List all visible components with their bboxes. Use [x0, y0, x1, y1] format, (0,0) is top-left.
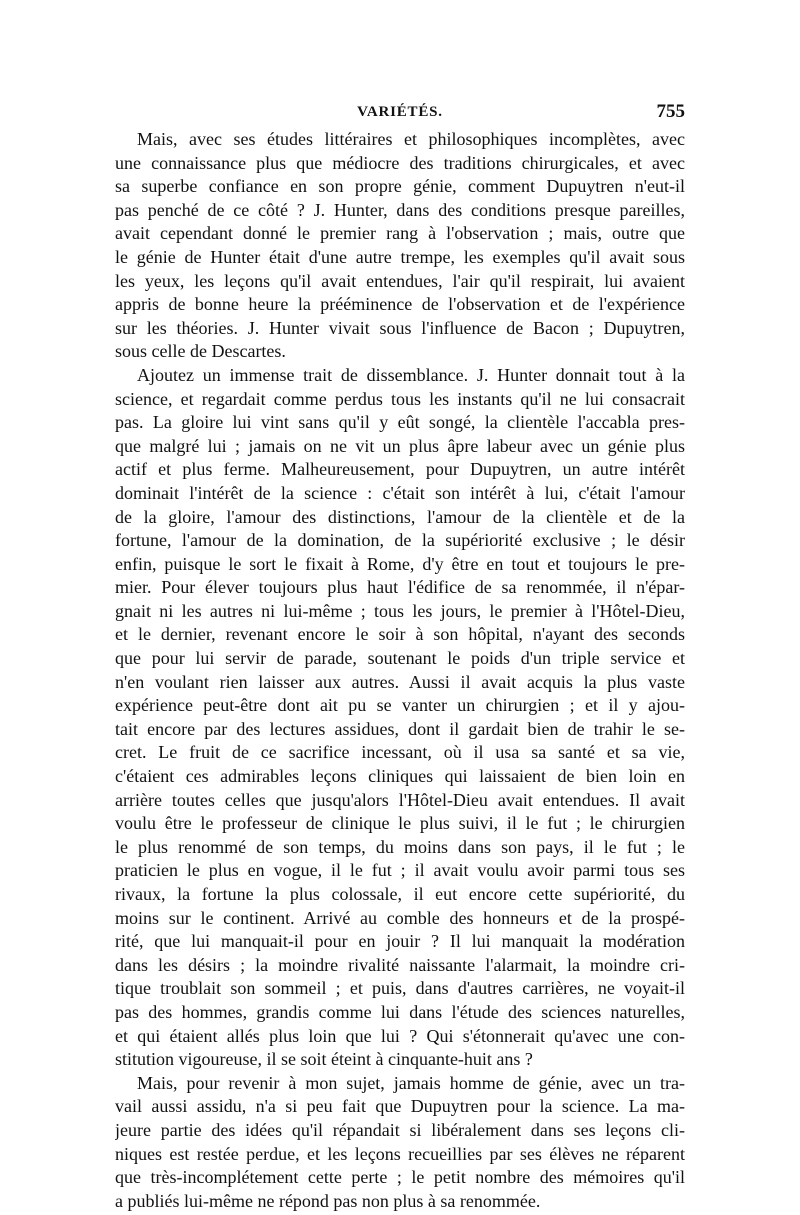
- text-line: a publiés lui-même ne répond pas non plus à sa renommée.: [115, 1190, 541, 1211]
- body-text: [115, 128, 685, 1213]
- text-line: n'en voulant rien laisser aux autres. Aussi il avait acquis la plus vaste: [115, 671, 685, 692]
- text-line: dominait l'intérêt de la science : c'était son intérêt à lui, c'était l'amour: [115, 482, 685, 503]
- text-line: sa superbe confiance en son propre génie, comment Dupuytren n'eut-il: [115, 176, 685, 197]
- text-line: c'étaient ces admirables leçons cliniques qui laissaient de bien loin en: [115, 766, 685, 787]
- text-line: rivaux, la fortune la plus colossale, il eut encore cette supériorité, du: [115, 884, 685, 904]
- text-line: gnait ni les autres ni lui-même ; tous les jours, le premier à l'Hôtel-Dieu,: [115, 600, 685, 621]
- text-line: que pour lui servir de parade, soutenant le poids d'un triple service et: [115, 648, 685, 669]
- text-line: arrière toutes celles que jusqu'alors l'Hôtel-Dieu avait entendues. Il avait: [115, 789, 685, 810]
- text-line: Mais, avec ses études littéraires et philosophiques incomplètes, avec: [137, 129, 685, 149]
- text-line: science, et regardait comme perdus tous les instants qu'il ne lui consacrait: [115, 388, 685, 409]
- text-line: stitution vigoureuse, il se soit éteint à cinquante-huit ans ?: [115, 1049, 533, 1070]
- text-line: niques est restée perdue, et les leçons recueillies par ses élèves ne réparent: [115, 1143, 685, 1164]
- text-line: expérience peut-être dont ait pu se vanter un chirurgien ; et il y ajou-: [115, 695, 685, 716]
- text-line: dans les désirs ; la moindre rivalité naissante l'alarmait, la moindre cri-: [115, 954, 685, 975]
- text-line: de la gloire, l'amour des distinctions, l'amour de la clientèle et de la: [115, 506, 685, 527]
- text-line: Mais, pour revenir à mon sujet, jamais homme de génie, avec un tra-: [137, 1072, 685, 1093]
- text-line: rité, que lui manquait-il pour en jouir ? Il lui manquait la modération: [115, 931, 685, 952]
- text-line: Ajoutez un immense trait de dissemblance. J. Hunter donnait tout à la: [137, 364, 685, 385]
- text-line: enfin, puisque le sort le fixait à Rome, d'y être en tout et toujours le pre-: [115, 553, 685, 574]
- text-line: cret. Le fruit de ce sacrifice incessant, où il usa sa santé et sa vie,: [115, 742, 685, 763]
- text-line: tique troublait son sommeil ; et puis, dans d'autres carrières, ne voyait-il: [115, 978, 685, 999]
- text-line: vail aussi assidu, n'a si peu fait que Dupuytren pour la science. La ma-: [115, 1096, 685, 1117]
- text-line: le génie de Hunter était d'une autre trempe, les exemples qu'il avait sous: [115, 246, 685, 267]
- text-line: appris de bonne heure la prééminence de l'observation et de l'expérience: [115, 294, 685, 315]
- text-line: le plus renommé de son temps, du moins dans son pays, il le fut ; le: [115, 836, 685, 857]
- text-line: voulu être le professeur de clinique le plus suivi, il le fut ; le chirurgien: [115, 813, 685, 834]
- text-line: actif et plus ferme. Malheureusement, pour Dupuytren, un autre intérêt: [115, 459, 685, 480]
- text-line: praticien le plus en vogue, il le fut ; il avait voulu avoir parmi tous ses: [115, 860, 685, 881]
- text-line: sur les théories. J. Hunter vivait sous l'influence de Bacon ; Dupuytren,: [115, 317, 685, 338]
- text-line: que malgré lui ; jamais on ne vit un plus âpre labeur avec un génie plus: [115, 435, 685, 456]
- text-line: et le dernier, revenant encore le soir à son hôpital, n'ayant des seconds: [115, 624, 685, 645]
- text-line: pas penché de ce côté ? J. Hunter, dans des conditions presque pareilles,: [115, 199, 685, 220]
- text-line: les yeux, les leçons qu'il avait entendues, l'air qu'il respirait, lui avaient: [115, 270, 685, 291]
- text-line: pas. La gloire lui vint sans qu'il y eût songé, la clientèle l'accabla pres-: [115, 412, 685, 433]
- text-line: moins sur le continent. Arrivé au comble des honneurs et de la prospé-: [115, 907, 685, 928]
- text-line: tait encore par des lectures assidues, dont il gardait bien de trahir le se-: [115, 718, 685, 739]
- page-number: 755: [656, 101, 685, 122]
- text-line: mier. Pour élever toujours plus haut l'édifice de sa renommée, il n'épar-: [115, 577, 685, 598]
- text-line: pas des hommes, grandis comme lui dans l'étude des sciences naturelles,: [115, 1001, 685, 1022]
- text-line: une connaissance plus que médiocre des traditions chirurgicales, et avec: [115, 152, 685, 173]
- running-title: VARIÉTÉS.: [357, 104, 443, 120]
- text-line: fortune, l'amour de la domination, de la supériorité exclusive ; le désir: [115, 530, 685, 551]
- page-header: [115, 100, 685, 124]
- text-line: jeure partie des idées qu'il répandait si libéralement dans ses leçons cli-: [115, 1119, 685, 1140]
- text-line: avait cependant donné le premier rang à l'observation ; mais, outre que: [115, 223, 685, 244]
- text-line: sous celle de Descartes.: [115, 341, 286, 362]
- text-line: et qui étaient allés plus loin que lui ? Qui s'étonnerait qu'avec une con-: [115, 1025, 685, 1046]
- text-line: que très-incomplétement cette perte ; le petit nombre des mémoires qu'il: [115, 1167, 685, 1188]
